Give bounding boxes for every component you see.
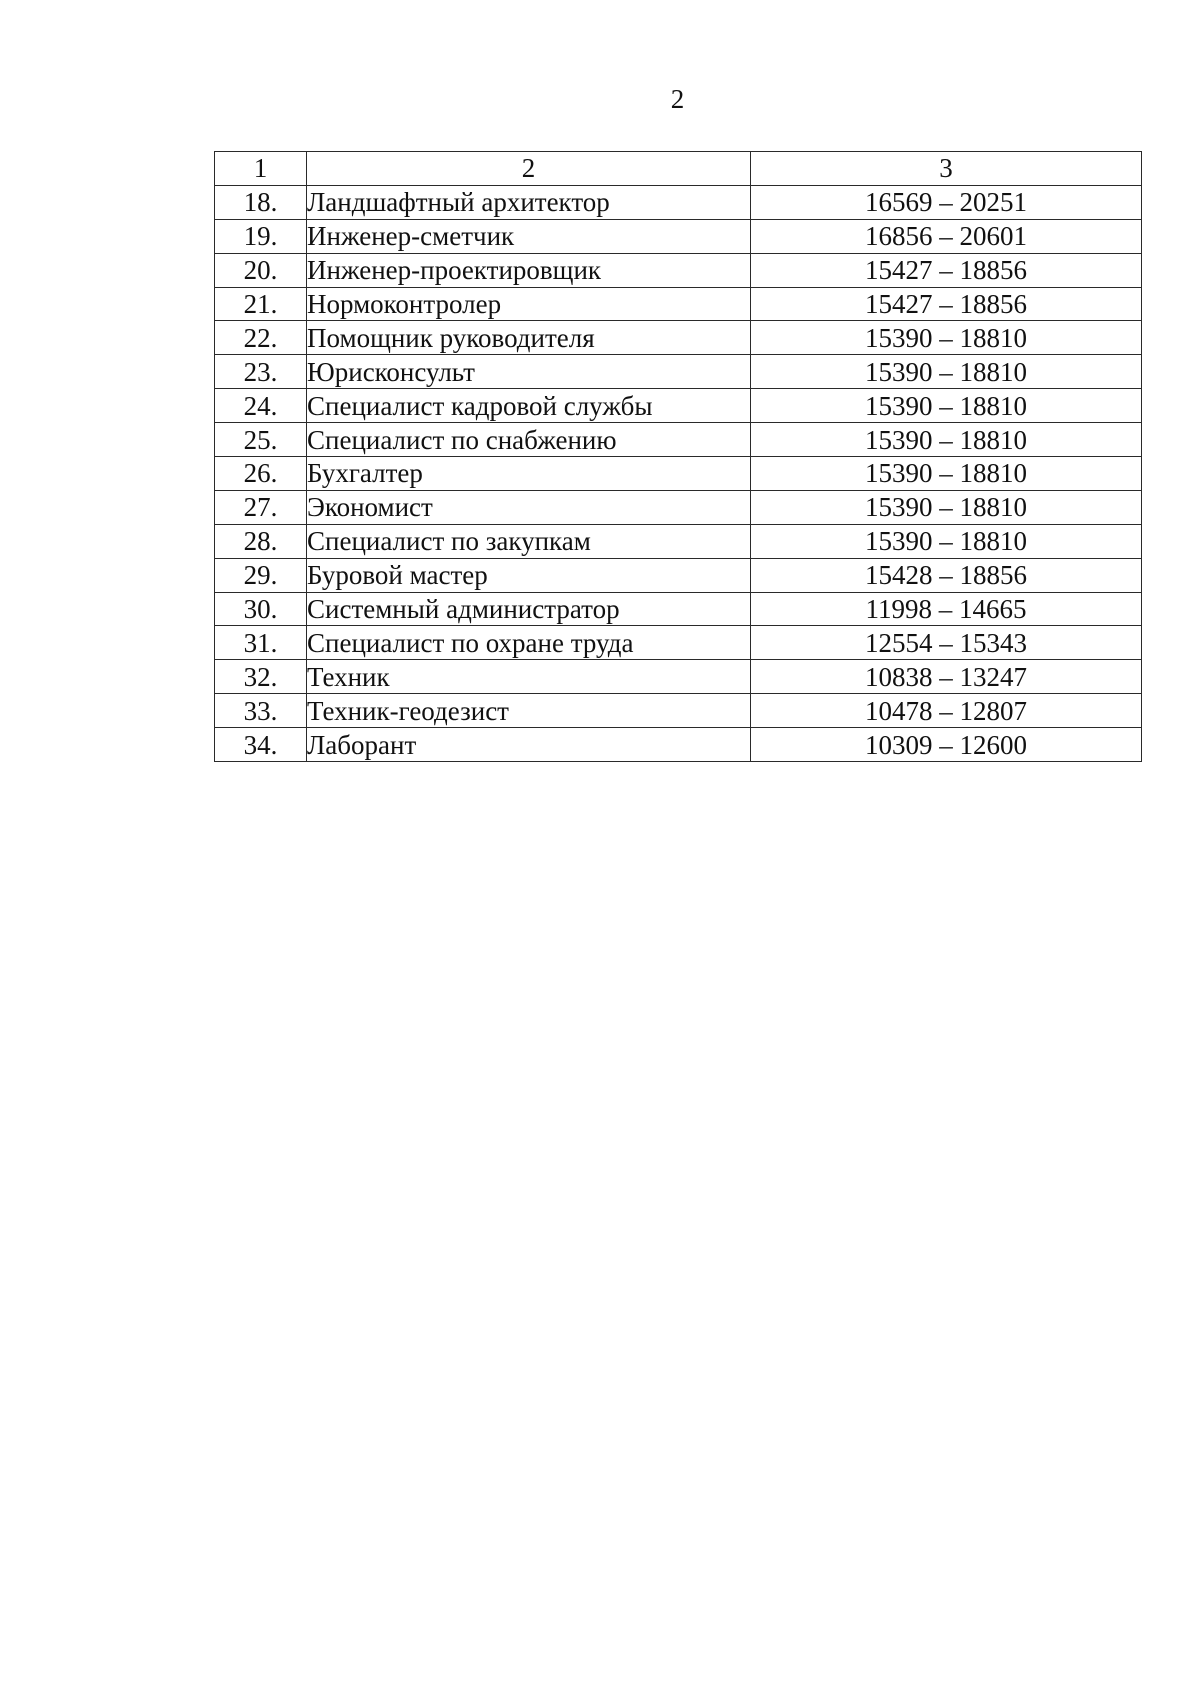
position-title: Инженер-проектировщик — [307, 253, 751, 287]
table-row — [215, 321, 1142, 355]
salary-range: 15427 – 18856 — [751, 287, 1142, 321]
salary-range: 11998 – 14665 — [751, 592, 1142, 626]
table-row — [215, 524, 1142, 558]
position-title: Юрисконсульт — [307, 355, 751, 389]
table-row — [215, 457, 1142, 491]
header-row — [215, 152, 1142, 186]
table-row — [215, 389, 1142, 423]
table-row — [215, 694, 1142, 728]
position-title: Системный администратор — [307, 592, 751, 626]
position-title: Экономист — [307, 490, 751, 524]
salary-range: 10478 – 12807 — [751, 694, 1142, 728]
row-number: 28. — [215, 524, 307, 558]
position-title: Инженер-сметчик — [307, 219, 751, 253]
row-number: 19. — [215, 219, 307, 253]
header-col-3: 3 — [751, 152, 1142, 186]
salary-range: 15390 – 18810 — [751, 355, 1142, 389]
row-number: 31. — [215, 626, 307, 660]
row-number: 26. — [215, 457, 307, 491]
row-number: 34. — [215, 728, 307, 762]
salary-range: 15428 – 18856 — [751, 558, 1142, 592]
table-row — [215, 219, 1142, 253]
salary-range: 15390 – 18810 — [751, 389, 1142, 423]
row-number: 22. — [215, 321, 307, 355]
table-row — [215, 287, 1142, 321]
position-title: Специалист по закупкам — [307, 524, 751, 558]
table-row — [215, 355, 1142, 389]
row-number: 25. — [215, 423, 307, 457]
position-title: Техник — [307, 660, 751, 694]
table-row — [215, 728, 1142, 762]
row-number: 21. — [215, 287, 307, 321]
table-row — [215, 592, 1142, 626]
page-number: 2 — [670, 84, 685, 114]
row-number: 18. — [215, 185, 307, 219]
position-title: Техник-геодезист — [307, 694, 751, 728]
table-body — [215, 185, 1142, 761]
row-number: 32. — [215, 660, 307, 694]
salary-range: 15427 – 18856 — [751, 253, 1142, 287]
salary-range: 15390 – 18810 — [751, 423, 1142, 457]
salary-range: 15390 – 18810 — [751, 490, 1142, 524]
row-number: 20. — [215, 253, 307, 287]
salary-table — [214, 151, 1142, 762]
row-number: 30. — [215, 592, 307, 626]
header-col-2: 2 — [307, 152, 751, 186]
position-title: Специалист кадровой службы — [307, 389, 751, 423]
table-row — [215, 558, 1142, 592]
salary-range: 12554 – 15343 — [751, 626, 1142, 660]
position-title: Нормоконтролер — [307, 287, 751, 321]
table-row — [215, 626, 1142, 660]
row-number: 33. — [215, 694, 307, 728]
row-number: 27. — [215, 490, 307, 524]
salary-range: 10309 – 12600 — [751, 728, 1142, 762]
row-number: 29. — [215, 558, 307, 592]
position-title: Ландшафтный архитектор — [307, 185, 751, 219]
position-title: Лаборант — [307, 728, 751, 762]
salary-range: 15390 – 18810 — [751, 321, 1142, 355]
salary-range: 15390 – 18810 — [751, 457, 1142, 491]
table-row — [215, 490, 1142, 524]
position-title: Бухгалтер — [307, 457, 751, 491]
row-number: 24. — [215, 389, 307, 423]
table-row — [215, 185, 1142, 219]
position-title: Буровой мастер — [307, 558, 751, 592]
position-title: Специалист по снабжению — [307, 423, 751, 457]
row-number: 23. — [215, 355, 307, 389]
position-title: Помощник руководителя — [307, 321, 751, 355]
table-header — [215, 152, 1142, 186]
table-row — [215, 253, 1142, 287]
position-title: Специалист по охране труда — [307, 626, 751, 660]
table-row — [215, 423, 1142, 457]
salary-range: 16856 – 20601 — [751, 219, 1142, 253]
header-col-1: 1 — [215, 152, 307, 186]
table-row — [215, 660, 1142, 694]
salary-range: 10838 – 13247 — [751, 660, 1142, 694]
salary-range: 16569 – 20251 — [751, 185, 1142, 219]
salary-range: 15390 – 18810 — [751, 524, 1142, 558]
